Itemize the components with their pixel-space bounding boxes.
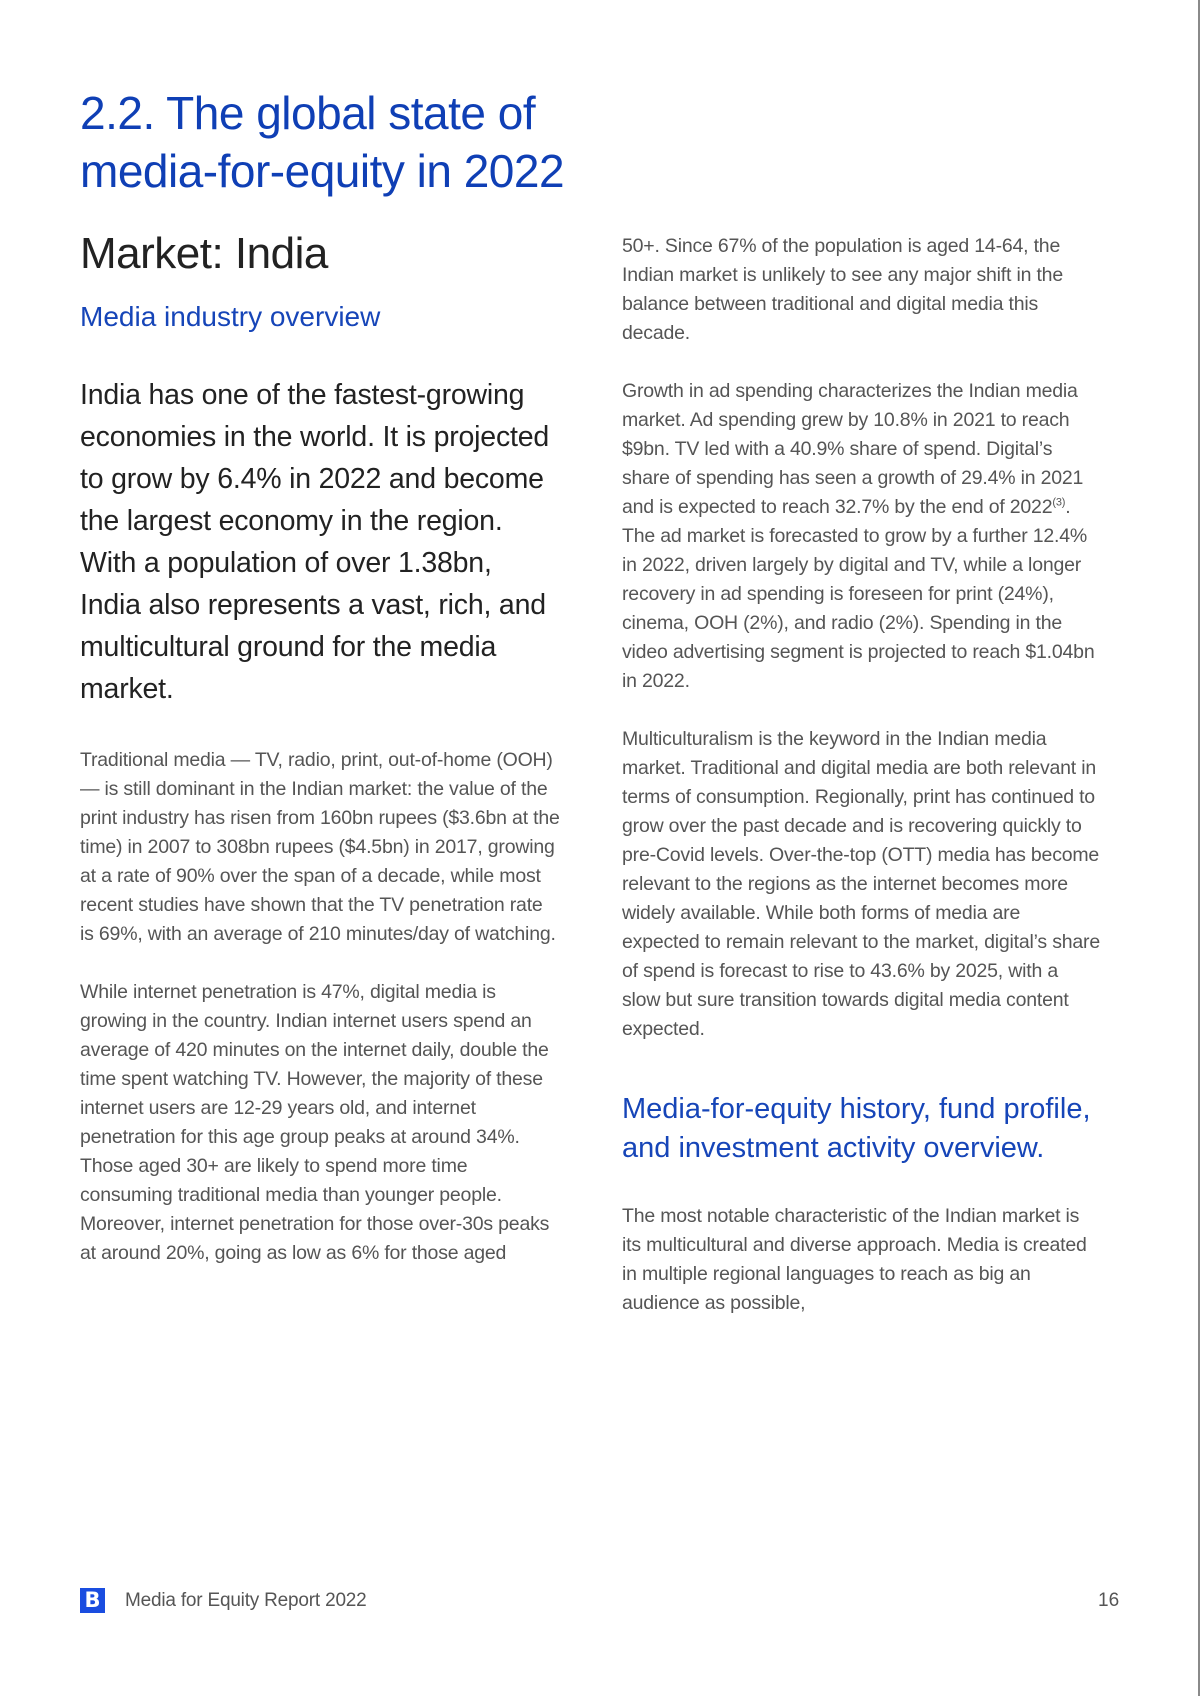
internet-penetration-paragraph: While internet penetration is 47%, digital media is growing in the country. Indian internet users spend an average of 420 minutes on the internet daily, double the time spent watching TV. However, the majority of these internet users are 12-29 years old, and internet penetration for this age group peaks at around 34%. Those aged 30+ are likely to spend more time consuming traditional media than younger people. Moreover, internet penetration for those over-30s peaks at around 20%, going as low as 6% for those aged	[80, 981, 550, 1264]
page-number: 16	[1098, 1590, 1120, 1611]
population-paragraph: 50+. Since 67% of the population is aged 14-64, the Indian market is unlikely to see any major shift in the balance between traditional and digital media this decade.	[622, 235, 1063, 344]
section-title	[80, 84, 640, 200]
footnote-reference[interactable]: (3)	[1052, 496, 1066, 509]
notable-characteristic-paragraph: The most notable characteristic of the Indian market is its multicultural and diverse approach. Media is created in multiple regional languages to reach as big an audience as possible,	[622, 1205, 1087, 1314]
ad-spending-paragraph	[622, 377, 1100, 696]
page-footer	[80, 1588, 367, 1613]
section-title-line-2: media-for-equity in 2022	[80, 145, 565, 197]
multiculturalism-paragraph: Multiculturalism is the keyword in the Indian media market. Traditional and digital media are both relevant in terms of consumption. Regionally, print has continued to grow over the past decade and is recovering quickly to pre-Covid levels. Over-the-top (OTT) media has become relevant to the regions as the internet becomes more widely available. While both forms of media are expected to remain relevant to the market, digital’s share of spend is forecast to rise to 43.6% by 2025, with a slow but sure transition towards digital media content expected.	[622, 728, 1100, 1040]
ad-spending-text-2: . The ad market is forecasted to grow by a further 12.4% in 2022, driven largely by digital and TV, while a longer recovery in ad spending is foreseen for print (24%), cinema, OOH (2%), and radio (2%). Spending in the video advertising segment is projected to reach $1.04bn in 2022.	[622, 496, 1095, 692]
media-industry-overview-subhead: Media industry overview	[80, 301, 381, 332]
traditional-media-paragraph: Traditional media — TV, radio, print, out-of-home (OOH) — is still dominant in the Indian market: the value of the print industry has risen from 160bn rupees ($3.6bn at the time) in 2007 to 308bn rupees ($4.5bn) in 2017, growing at a rate of 90% over the span of a decade, while most recent studies have shown that the TV penetration rate is 69%, with an average of 210 minutes/day of watching.	[80, 749, 560, 945]
market-title: Market: India	[80, 229, 328, 278]
brand-logo-icon: B	[80, 1588, 105, 1613]
section-title-line-1: 2.2. The global state of	[80, 87, 536, 139]
right-column	[622, 232, 1100, 1318]
left-column	[80, 228, 560, 1268]
report-name: Media for Equity Report 2022	[125, 1589, 367, 1611]
ad-spending-text-1: Growth in ad spending characterizes the Indian media market. Ad spending grew by 10.8% in 2021 to reach $9bn. TV led with a 40.9% share of spend. Digital’s share of spending has seen a growth of 29.4% in 2021 and is expected to reach 32.7% by the end of 2022	[622, 380, 1084, 518]
media-for-equity-history-subhead: Media-for-equity history, fund profile, and investment activity overview.	[622, 1093, 1091, 1164]
lead-paragraph: India has one of the fastest-growing economies in the world. It is projected to grow by 6.4% in 2022 and become the largest economy in the region. With a population of over 1.38bn, India also represents a vast, rich, and multicultural ground for the media market.	[80, 379, 550, 705]
